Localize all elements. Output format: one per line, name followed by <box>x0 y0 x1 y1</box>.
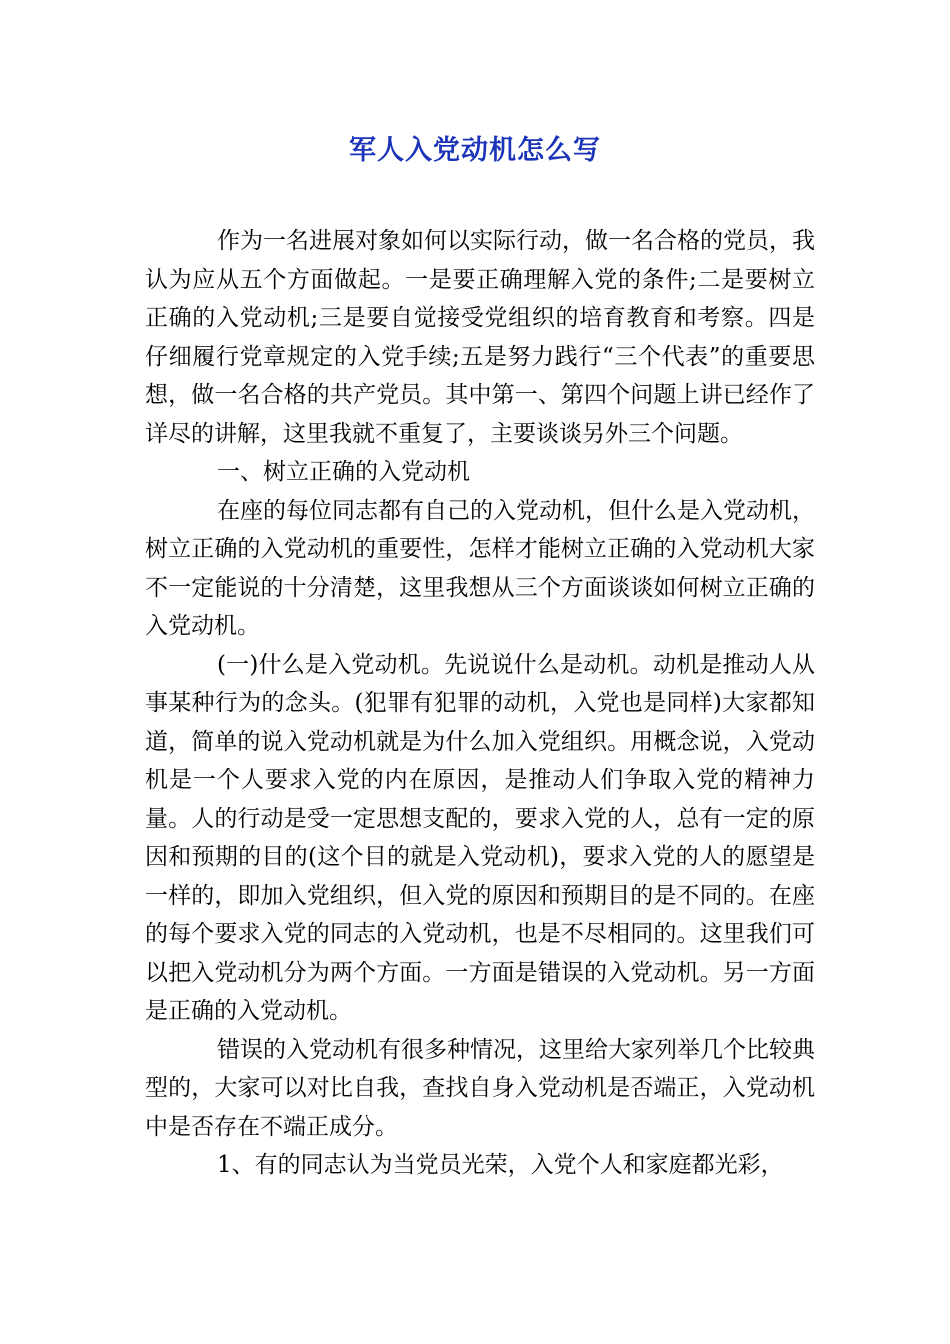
paragraph-intro: 作为一名进展对象如何以实际行动，做一名合格的党员，我认为应从五个方面做起。一是要正确理解入党的条件;二是要树立正确的入党动机;三是要自觉接受党组织的培育教育和考察。四是仔细履行党章规定的入党手续;五是努力践行“三个代表”的重要思想，做一名合格的共产党员。其中第一、第四个问题上讲已经作了详尽的讲解，这里我就不重复了，主要谈谈另外三个问题。 <box>145 228 815 447</box>
paragraph-wrong-motives: 错误的入党动机有很多种情况，这里给大家列举几个比较典型的，大家可以对比自我，查找自身入党动机是否端正，入党动机中是否存在不端正成分。 <box>145 1036 815 1140</box>
paragraph-item-1: 1、有的同志认为当党员光荣，入党个人和家庭都光彩， <box>217 1152 784 1178</box>
document-title: 军人入党动机怎么写 <box>349 135 601 166</box>
paragraph-section-intro: 在座的每位同志都有自己的入党动机，但什么是入党动机，树立正确的入党动机的重要性，怎样才能树立正确的入党动机大家不一定能说的十分清楚，这里我想从三个方面谈谈如何树立正确的入党动机。 <box>145 497 815 639</box>
paragraph-what-is-motive: (一)什么是入党动机。先说说什么是动机。动机是推动人从事某种行为的念头。(犯罪有犯罪的动机，入党也是同样)大家都知道，简单的说入党动机就是为什么加入党组织。用概念说，入党动机是一个人要求入党的内在原因，是推动人们争取入党的精神力量。人的行动是受一定思想支配的，要求入党的人，总有一定的原因和预期的目的(这个目的就是入党动机)，要求入党的人的愿望是一样的，即加入党组织，但入党的原因和预期目的是不同的。在座的每个要求入党的同志的入党动机，也是不尽相同的。这里我们可以把入党动机分为两个方面。一方面是错误的入党动机。另一方面是正确的入党动机。 <box>145 651 815 1024</box>
section-heading: 一、树立正确的入党动机 <box>217 459 470 485</box>
document-body <box>145 222 815 1185</box>
